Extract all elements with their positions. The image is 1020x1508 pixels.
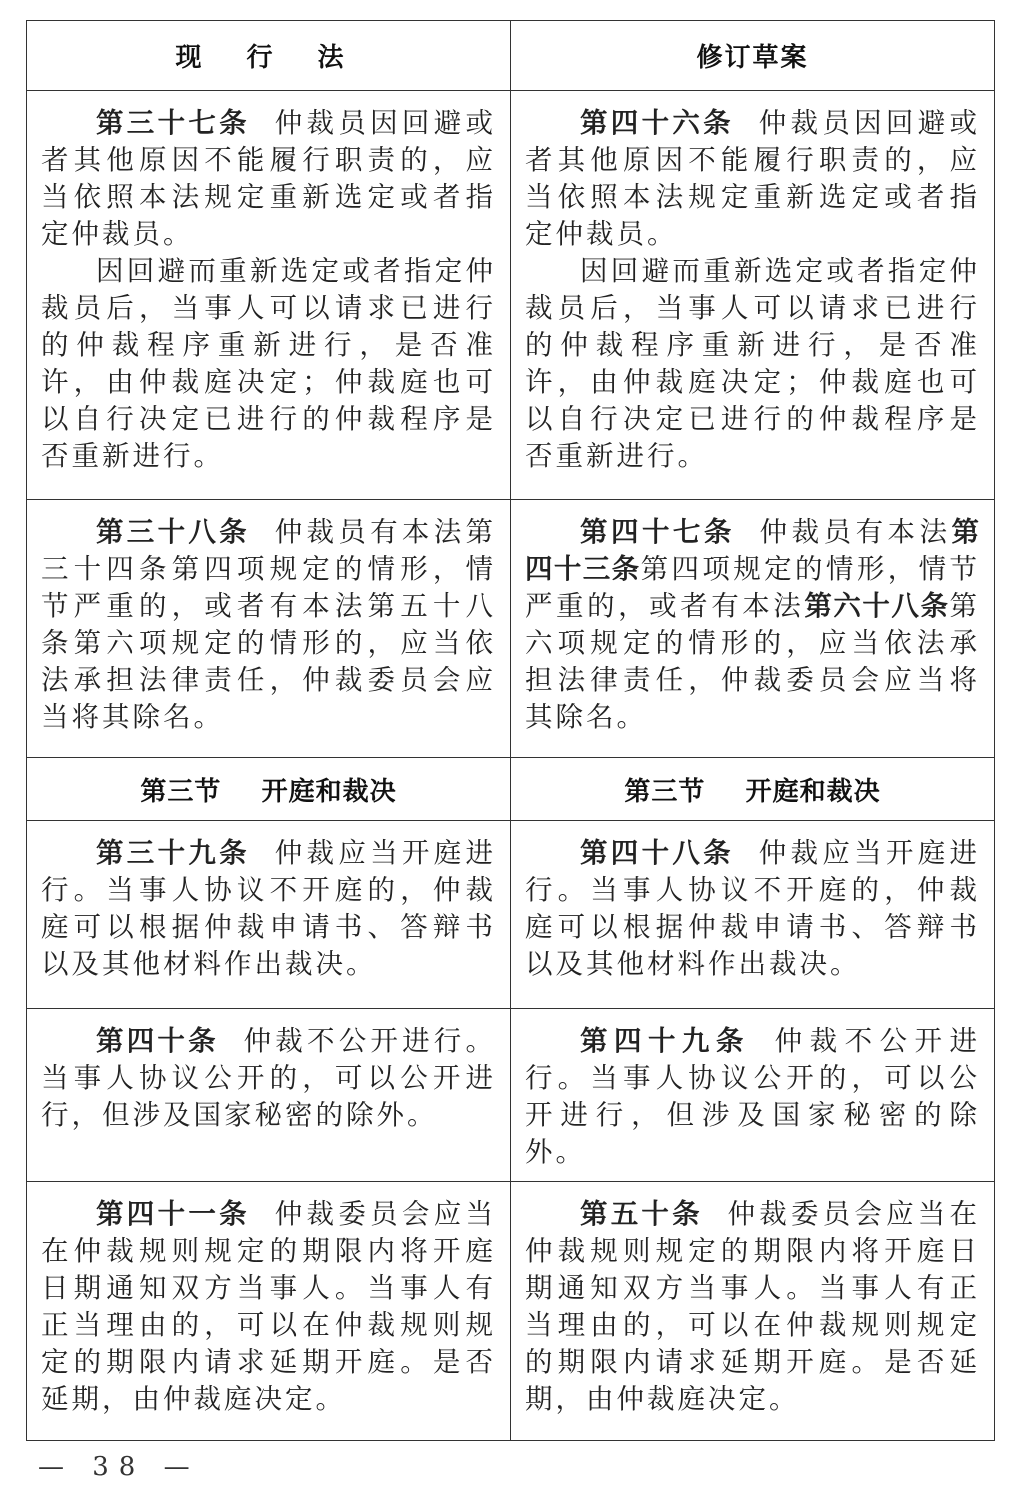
- section-number: 第三节: [624, 776, 706, 807]
- section-number: 第三节: [140, 776, 222, 807]
- amended-reference: 第六十八条: [804, 590, 950, 622]
- section-title: 开庭和裁决: [745, 776, 881, 807]
- article-number: 第四十七条: [580, 516, 735, 548]
- revised-draft-cell: [511, 1182, 995, 1441]
- revised-draft-cell: [511, 821, 995, 1009]
- current-law-cell: [27, 91, 511, 500]
- section-heading-row: [27, 758, 995, 821]
- article-number: 第五十条: [580, 1198, 703, 1230]
- table-row: [27, 1009, 995, 1182]
- article-text: 仲裁委员会应当在仲裁规则规定的期限内将开庭日期通知双方当事人。当事人有正当理由的，可以在仲裁规则规定的期限内请求延期开庭。是否延期，由仲裁庭决定。: [525, 1198, 981, 1415]
- article-paragraph: [41, 1196, 496, 1418]
- article-text: 第六项规定的情形的，应当依法承担法律责任，仲裁委员会应当将其除名。: [525, 590, 981, 733]
- article-number: 第四十一条: [96, 1198, 250, 1230]
- table-row: [27, 500, 995, 758]
- current-law-cell: [27, 821, 511, 1009]
- article-number: 第三十九条: [96, 837, 250, 869]
- article-paragraph: [41, 1023, 496, 1134]
- table-row: [27, 821, 995, 1009]
- table-row: [27, 91, 995, 500]
- article-number: 第三十七条: [96, 107, 250, 139]
- article-paragraph: [525, 105, 980, 253]
- comparison-table: [26, 20, 995, 1441]
- revised-draft-cell: [511, 1009, 995, 1182]
- article-paragraph: [41, 514, 496, 736]
- table-row: [27, 1182, 995, 1441]
- article-paragraph: 因回避而重新选定或者指定仲裁员后，当事人可以请求已进行的仲裁程序重新进行，是否准许，由仲裁庭决定；仲裁庭也可以自行决定已进行的仲裁程序是否重新进行。: [525, 255, 980, 472]
- revised-draft-cell: [511, 500, 995, 758]
- article-number: 第四十八条: [580, 837, 734, 869]
- article-text: 仲裁不公开进行。当事人协议公开的，可以公开进行，但涉及国家秘密的除外。: [41, 1025, 497, 1131]
- article-text: 仲裁应当开庭进行。当事人协议不开庭的，仲裁庭可以根据仲裁申请书、答辩书以及其他材料作出裁决。: [525, 837, 981, 980]
- article-paragraph: 因回避而重新选定或者指定仲裁员后，当事人可以请求已进行的仲裁程序重新进行，是否准许，由仲裁庭决定；仲裁庭也可以自行决定已进行的仲裁程序是否重新进行。: [41, 255, 496, 472]
- article-paragraph: [525, 1196, 980, 1418]
- article-text: 仲裁应当开庭进行。当事人协议不开庭的，仲裁庭可以根据仲裁申请书、答辩书以及其他材料作出裁决。: [41, 837, 497, 980]
- article-text: 仲裁员因回避或者其他原因不能履行职责的，应当依照本法规定重新选定或者指定仲裁员。: [525, 107, 981, 250]
- current-law-cell: [27, 1182, 511, 1441]
- article-paragraph: [525, 1023, 980, 1171]
- current-law-cell: [27, 500, 511, 758]
- page-number: — 38 —: [38, 1452, 200, 1482]
- table-header-row: [27, 21, 995, 91]
- article-paragraph: [41, 835, 496, 983]
- article-text: 仲裁员有本法: [759, 516, 952, 548]
- current-law-cell: [27, 1009, 511, 1182]
- article-paragraph: [525, 514, 980, 736]
- article-text: 仲裁不公开进行。当事人协议公开的，可以公开进行，但涉及国家秘密的除外。: [525, 1025, 980, 1168]
- article-text: 第四项规定的情形，情节严重的，或者有本法: [525, 553, 981, 622]
- article-number: 第四十六条: [580, 107, 734, 139]
- header-current-law: 现 行 法: [27, 21, 511, 91]
- article-number: 第四十九条: [580, 1025, 750, 1057]
- section-heading-revised: [511, 758, 995, 821]
- section-title: 开庭和裁决: [261, 776, 397, 807]
- article-paragraph: [41, 105, 496, 253]
- header-revised-draft: 修订草案: [511, 21, 995, 91]
- amended-reference: 第四十三条: [525, 516, 981, 585]
- article-number: 第三十八条: [96, 516, 250, 548]
- article-number: 第四十条: [96, 1025, 219, 1057]
- section-heading-current: [27, 758, 511, 821]
- article-text: 仲裁员有本法第三十四条第四项规定的情形，情节严重的，或者有本法第五十八条第六项规定的情形的，应当依法承担法律责任，仲裁委员会应当将其除名。: [41, 516, 497, 733]
- revised-draft-cell: [511, 91, 995, 500]
- article-text: 仲裁委员会应当在仲裁规则规定的期限内将开庭日期通知双方当事人。当事人有正当理由的，可以在仲裁规则规定的期限内请求延期开庭。是否延期，由仲裁庭决定。: [41, 1198, 497, 1415]
- article-paragraph: [525, 835, 980, 983]
- article-text: 仲裁员因回避或者其他原因不能履行职责的，应当依照本法规定重新选定或者指定仲裁员。: [41, 107, 497, 250]
